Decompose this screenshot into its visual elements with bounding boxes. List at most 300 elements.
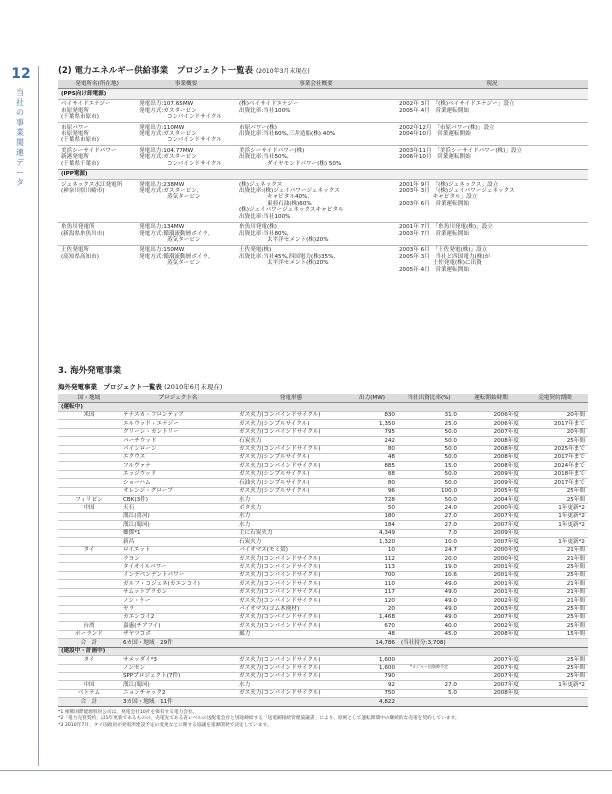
project-name: インデペンデントパワー bbox=[120, 571, 236, 579]
output-mw: 48 bbox=[346, 630, 398, 638]
output-mw: 1,600 bbox=[346, 656, 398, 664]
table-row bbox=[58, 420, 588, 428]
table-row bbox=[58, 563, 588, 571]
total-count: 6カ国・地域 29件 bbox=[120, 639, 346, 647]
start-year: 2001年度 bbox=[460, 571, 522, 579]
equity-pct: 5.0 bbox=[398, 689, 460, 697]
generation-type: 主に石炭火力 bbox=[236, 529, 346, 537]
output-mw: 10 bbox=[346, 546, 398, 554]
table-row bbox=[58, 245, 588, 274]
equity-pct: 45.0 bbox=[398, 630, 460, 638]
power-project-table bbox=[58, 80, 588, 275]
contract-term: 20年間 bbox=[522, 428, 588, 436]
project-name: 新昌 bbox=[120, 538, 236, 546]
country-cell: 中国 bbox=[58, 681, 120, 689]
project-name: 郷鄧*1 bbox=[120, 529, 236, 537]
start-year: 2000年度 bbox=[460, 555, 522, 563]
start-year: 2005年度 bbox=[460, 487, 522, 495]
generation-type: 石炭火力 bbox=[236, 538, 346, 546]
footnote: *3 2010年7月、タイ国政府が発電所建設予定の変更などに関する協議を電源開発で決定しています。 bbox=[58, 723, 272, 729]
overseas-date-note: (2010年6月末現在) bbox=[164, 383, 223, 391]
contract-term bbox=[522, 529, 588, 537]
overseas-project-table bbox=[58, 394, 588, 707]
group-label: (運転中) bbox=[58, 403, 588, 411]
start-year: 2001年度 bbox=[460, 580, 522, 588]
start-year: 2002年度 bbox=[460, 622, 522, 630]
project-name: CBK(3件) bbox=[120, 496, 236, 504]
contract-term: 25年間 bbox=[522, 664, 588, 672]
country-cell bbox=[58, 588, 120, 596]
output-mw: 1,600 bbox=[346, 664, 398, 672]
start-year: 2009年度 bbox=[460, 529, 522, 537]
footnote: *1 相鄧国際能源股份公司は、発電会社10社を保有する電力会社。 bbox=[58, 709, 198, 715]
table-row bbox=[58, 462, 588, 470]
project-name: ノンセン bbox=[120, 664, 236, 672]
contract-term: 25年間 bbox=[522, 496, 588, 504]
equity-pct: 31.0 bbox=[398, 411, 460, 419]
footnotes bbox=[58, 710, 588, 730]
country-cell bbox=[58, 453, 120, 461]
country-cell: 中国 bbox=[58, 504, 120, 512]
table-row bbox=[58, 437, 588, 445]
contract-term bbox=[522, 689, 588, 697]
start-year: 2007年度 bbox=[460, 428, 522, 436]
start-year: 2007年度 bbox=[460, 512, 522, 520]
table-row bbox=[58, 672, 588, 680]
project-status: 2002年 3月 「(株)ベイサイドエナジー」設立 2005年 4月 営業運転開始 bbox=[396, 99, 588, 122]
header-company: 事業会社概要 bbox=[236, 80, 396, 89]
contract-term: 25年間 bbox=[522, 672, 588, 680]
output-mw: 830 bbox=[346, 411, 398, 419]
equity-pct: 50.0 bbox=[398, 479, 460, 487]
table-row bbox=[58, 146, 588, 169]
project-name: バーチウッド bbox=[120, 437, 236, 445]
project-name: パインローン bbox=[120, 445, 236, 453]
country-cell bbox=[58, 428, 120, 436]
equity-pct: 19.0 bbox=[398, 563, 460, 571]
equity-pct: 27.0 bbox=[398, 521, 460, 529]
output-mw: 4,349 bbox=[346, 529, 398, 537]
section-side-title: 当社の事業関連データ bbox=[16, 88, 24, 187]
table-row bbox=[58, 605, 588, 613]
equity-pct: 27.0 bbox=[398, 512, 460, 520]
table-row bbox=[58, 571, 588, 579]
project-name: エルウッド・エナジー bbox=[120, 420, 236, 428]
table-row bbox=[58, 479, 588, 487]
output-mw: 120 bbox=[346, 597, 398, 605]
company-summary: 市原パワー(株) 出資比率:当社60%,三井造船(株) 40% bbox=[236, 123, 396, 146]
project-status: 2001年 9月 「(株)ジェネックス」設立 2003年 3月 「(株)ジェイパワージェネックス キャピタル」設立 2003年 6月 営業運転開始 bbox=[396, 180, 588, 223]
table-row bbox=[58, 630, 588, 638]
project-summary: 発電出力:110MW 発電方式:ガスタービン コンバインドサイクル bbox=[136, 123, 236, 146]
country-cell: 米国 bbox=[58, 411, 120, 419]
equity-pct: 50.0 bbox=[398, 445, 460, 453]
country-cell: タイ bbox=[58, 546, 120, 554]
country-cell bbox=[58, 555, 120, 563]
overseas-subtitle-text: 海外発電事業 プロジェクト一覧表 bbox=[58, 383, 162, 391]
equity-pct: 15.0 bbox=[398, 462, 460, 470]
start-year: 2001年度 bbox=[460, 563, 522, 571]
company-summary: (株)ベイサイドエナジー 出資比率:当社100% bbox=[236, 99, 396, 122]
output-mw: 728 bbox=[346, 496, 398, 504]
overseas-project-body bbox=[58, 403, 588, 706]
project-summary: 発電出力:104.77MW 発電方式:ガスタービン コンバインドサイクル bbox=[136, 146, 236, 169]
generation-type: ガス火力(コンバインドサイクル) bbox=[236, 580, 346, 588]
company-summary: 土佐発電(株) 出資比率:当社45%,四国電力(株)35%, 太平洋セメント(株)20% bbox=[236, 245, 396, 274]
equity-pct: 49.0 bbox=[398, 580, 460, 588]
contract-term: 25年間 bbox=[522, 487, 588, 495]
equity-pct bbox=[398, 672, 460, 680]
table-row bbox=[58, 588, 588, 596]
project-status: 2001年 7月 「糸魚川発電(株)」設立 2003年 7月 営業運転開始 bbox=[396, 222, 588, 245]
start-year: 2006年度 bbox=[460, 420, 522, 428]
equity-pct: 50.0 bbox=[398, 437, 460, 445]
generation-type: ガス火力(コンバインドサイクル) bbox=[236, 664, 346, 672]
project-status: 2002年12月 「市原パワー(株)」設立 2004年10月 営業運転開始 bbox=[396, 123, 588, 146]
country-cell: ベトナム bbox=[58, 689, 120, 697]
country-cell bbox=[58, 462, 120, 470]
contract-term: 1年更新*2 bbox=[522, 681, 588, 689]
equity-pct: 24.7 bbox=[398, 546, 460, 554]
table-row bbox=[58, 470, 588, 478]
section-title-text: (2) 電力エネルギー供給事業 プロジェクト一覧表 bbox=[58, 66, 253, 76]
group-row bbox=[58, 89, 588, 99]
country-cell bbox=[58, 512, 120, 520]
section-date-note: (2010年3月末現在) bbox=[255, 68, 310, 75]
plant-name: 土佐発電所 (高知県高知市) bbox=[58, 245, 136, 274]
contract-term: 20年間 bbox=[522, 411, 588, 419]
country-cell bbox=[58, 487, 120, 495]
table-row bbox=[58, 411, 588, 419]
side-divider bbox=[38, 66, 39, 766]
table-row bbox=[58, 597, 588, 605]
project-name: サメッダイ*3 bbox=[120, 656, 236, 664]
generation-type: 水力 bbox=[236, 512, 346, 520]
company-summary: 糸魚川発電(株) 出資比率:当社80%, 太平洋セメント(株)20% bbox=[236, 222, 396, 245]
country-cell bbox=[58, 529, 120, 537]
project-summary: 発電出力:134MW 発電方式:循環流動層ボイラ, 蒸気タービン bbox=[136, 222, 236, 245]
table-row bbox=[58, 622, 588, 630]
contract-term: 2017年まで bbox=[522, 479, 588, 487]
contract-term: 2025年まで bbox=[522, 445, 588, 453]
generation-type: ガス火力(コンバインドサイクル) bbox=[236, 672, 346, 680]
output-mw: 113 bbox=[346, 563, 398, 571]
output-mw: 790 bbox=[346, 672, 398, 680]
company-summary: (株)ジェネックス 出資比率:(株)ジェイパワージェネックス キャピタル40%, 東亜石油(株)60% (株)ジェイパワージェネックスキャピタル 出資比率:当社100% bbox=[236, 180, 396, 223]
header-plant: 発電所名(所在地) bbox=[58, 80, 136, 89]
table-header-row bbox=[58, 394, 588, 403]
start-year: 2007年度 bbox=[460, 656, 522, 664]
country-cell bbox=[58, 580, 120, 588]
project-name: テナスカ・フロンティア bbox=[120, 411, 236, 419]
table-row bbox=[58, 521, 588, 529]
group-label: (IPP電源) bbox=[58, 169, 588, 179]
project-name: 嘉惠(チアフイ) bbox=[120, 622, 236, 630]
generation-type: ガス火力(コンバインドサイクル) bbox=[236, 428, 346, 436]
output-mw: 750 bbox=[346, 689, 398, 697]
plant-name: 美浜シーサイドパワー 新港発電所 (千葉県千葉市) bbox=[58, 146, 136, 169]
contract-term: 1年更新*2 bbox=[522, 538, 588, 546]
generation-type: ガス火力(コンバインドサイクル) bbox=[236, 613, 346, 621]
generation-type: ガス火力(コンバインドサイクル) bbox=[236, 411, 346, 419]
country-cell bbox=[58, 563, 120, 571]
equity-pct: 24.0 bbox=[398, 504, 460, 512]
project-name: エッジウッド bbox=[120, 470, 236, 478]
start-year: 2008年度 bbox=[460, 453, 522, 461]
start-year: 2007年度 bbox=[460, 664, 522, 672]
country-cell bbox=[58, 538, 120, 546]
start-year: 2009年度 bbox=[460, 470, 522, 478]
project-name: フルヴァナ bbox=[120, 462, 236, 470]
output-mw: 184 bbox=[346, 521, 398, 529]
table-row bbox=[58, 664, 588, 672]
equity-pct: 50.0 bbox=[398, 453, 460, 461]
table-row bbox=[58, 428, 588, 436]
equity-pct: 27.0 bbox=[398, 681, 460, 689]
table-row bbox=[58, 123, 588, 146]
equity-pct: 49.0 bbox=[398, 597, 460, 605]
bottom-divider bbox=[0, 770, 612, 771]
country-cell bbox=[58, 445, 120, 453]
table-row bbox=[58, 180, 588, 223]
equity-pct: 50.0 bbox=[398, 496, 460, 504]
project-name: ガルフ・コジェネ(カエンコイ) bbox=[120, 580, 236, 588]
generation-type: ボタ火力 bbox=[236, 504, 346, 512]
project-summary: 発電出力:238MW 発電方式:ガスタービン, 蒸気タービン bbox=[136, 180, 236, 223]
project-name: カエンコイ2 bbox=[120, 613, 236, 621]
generation-type: バイオマス(モミ殻) bbox=[236, 546, 346, 554]
generation-type: ガス火力(コンバインドサイクル) bbox=[236, 563, 346, 571]
total-row bbox=[58, 698, 588, 706]
group-label: (PPS向け卸電源) bbox=[58, 89, 588, 99]
country-cell bbox=[58, 672, 120, 680]
country-cell bbox=[58, 597, 120, 605]
table-row bbox=[58, 453, 588, 461]
generation-type: ガス火力(コンバインドサイクル) bbox=[236, 555, 346, 563]
table-row bbox=[58, 512, 588, 520]
power-project-body bbox=[58, 89, 588, 275]
header-country: 国・地域 bbox=[58, 394, 120, 403]
contract-term: 25年間 bbox=[522, 563, 588, 571]
contract-term: 1年更新*2 bbox=[522, 512, 588, 520]
equity-pct: 49.0 bbox=[398, 605, 460, 613]
header-status: 現況 bbox=[396, 80, 588, 89]
project-name: タイオイルパワー bbox=[120, 563, 236, 571]
generation-type: 水力 bbox=[236, 521, 346, 529]
output-mw: 117 bbox=[346, 588, 398, 596]
start-year: 2007年度 bbox=[460, 681, 522, 689]
start-year: 2008年度 bbox=[460, 445, 522, 453]
equity-pct: 10.6 bbox=[398, 571, 460, 579]
total-label: 合 計 bbox=[58, 698, 120, 706]
project-name: ノン・ケー bbox=[120, 597, 236, 605]
country-cell: ポーランド bbox=[58, 630, 120, 638]
header-equity: 当社出資比率(%) bbox=[398, 394, 460, 403]
overseas-subtitle bbox=[58, 382, 588, 391]
contract-term: 21年間 bbox=[522, 597, 588, 605]
generation-type: ガス火力(シンプルサイクル) bbox=[236, 470, 346, 478]
table-row bbox=[58, 529, 588, 537]
contract-term: 21年間 bbox=[522, 588, 588, 596]
generation-type: ガス火力(コンバインドサイクル) bbox=[236, 656, 346, 664]
output-mw: 112 bbox=[346, 555, 398, 563]
generation-type: 石油火力(シンプルサイクル) bbox=[236, 479, 346, 487]
output-mw: 885 bbox=[346, 462, 398, 470]
country-cell: フィリピン bbox=[58, 496, 120, 504]
total-mw: 14,786 bbox=[346, 639, 398, 647]
power-supply-section bbox=[58, 64, 588, 275]
header-project: プロジェクト名 bbox=[120, 394, 236, 403]
table-row bbox=[58, 681, 588, 689]
project-name: オレンジ・グローブ bbox=[120, 487, 236, 495]
equity-pct: *メジャー出資時予定 bbox=[398, 664, 460, 672]
generation-type: ガス火力(シンプルサイクル) bbox=[236, 453, 346, 461]
table-row bbox=[58, 222, 588, 245]
start-year: 2008年度 bbox=[460, 630, 522, 638]
contract-term: 2017年まで bbox=[522, 420, 588, 428]
generation-type: ガス火力(コンバインドサイクル) bbox=[236, 588, 346, 596]
contract-term: 25年間 bbox=[522, 605, 588, 613]
output-mw: 242 bbox=[346, 437, 398, 445]
page-number: 12 bbox=[11, 66, 31, 82]
start-year: 2007年度 bbox=[460, 613, 522, 621]
output-mw: 80 bbox=[346, 445, 398, 453]
table-header-row bbox=[58, 80, 588, 89]
output-mw: 1,320 bbox=[346, 538, 398, 546]
generation-type: ガス火力(コンバインドサイクル) bbox=[236, 689, 346, 697]
table-row bbox=[58, 99, 588, 122]
plant-name: 糸魚川発電所 (新潟県糸魚川市) bbox=[58, 222, 136, 245]
output-mw: 1,350 bbox=[346, 420, 398, 428]
start-year: 2000年度 bbox=[460, 504, 522, 512]
contract-term: 25年間 bbox=[522, 622, 588, 630]
start-year: 2002年度 bbox=[460, 597, 522, 605]
output-mw: 1,468 bbox=[346, 613, 398, 621]
project-name: ヤラ bbox=[120, 605, 236, 613]
start-year: 2008年度 bbox=[460, 462, 522, 470]
table-row bbox=[58, 538, 588, 546]
project-name: ザヤツコボ bbox=[120, 630, 236, 638]
contract-term: 1年更新*2 bbox=[522, 504, 588, 512]
start-year: 2008年度 bbox=[460, 437, 522, 445]
total-label: 合 計 bbox=[58, 639, 120, 647]
start-year: 2004年度 bbox=[460, 496, 522, 504]
generation-type: 石炭火力 bbox=[236, 437, 346, 445]
contract-term: 25年間 bbox=[522, 437, 588, 445]
output-mw: 92 bbox=[346, 681, 398, 689]
table-row bbox=[58, 504, 588, 512]
table-row bbox=[58, 555, 588, 563]
equity-pct: 10.0 bbox=[398, 538, 460, 546]
company-summary: 美浜シーサイドパワー(株) 出資比率:当社50%, ダイヤモンドパワー(株) 50% bbox=[236, 146, 396, 169]
equity-pct: 100.0 bbox=[398, 487, 460, 495]
plant-name: 市原パワー 市原発電所 (千葉県市原市) bbox=[58, 123, 136, 146]
country-cell bbox=[58, 571, 120, 579]
equity-pct: 49.0 bbox=[398, 613, 460, 621]
output-mw: 96 bbox=[346, 487, 398, 495]
generation-type: 水力 bbox=[236, 681, 346, 689]
generation-type: ガス火力(コンバインドサイクル) bbox=[236, 462, 346, 470]
contract-term: 21年間 bbox=[522, 580, 588, 588]
plant-name: ジェネックス水江発電所 (神奈川県川崎市) bbox=[58, 180, 136, 223]
start-year: 2007年度 bbox=[460, 538, 522, 546]
contract-term: 2024年まで bbox=[522, 462, 588, 470]
country-cell: タイ bbox=[58, 656, 120, 664]
project-name: サムットプラカン bbox=[120, 588, 236, 596]
project-name: エクウス bbox=[120, 453, 236, 461]
header-output: 出力(MW) bbox=[346, 394, 398, 403]
start-year: 2009年度 bbox=[460, 479, 522, 487]
section-title-overseas: 3. 海外発電事業 bbox=[58, 366, 122, 376]
generation-type: ガス火力(シンプルサイクル) bbox=[236, 420, 346, 428]
start-year: 2001年度 bbox=[460, 588, 522, 596]
country-cell bbox=[58, 470, 120, 478]
start-year: 2006年度 bbox=[460, 411, 522, 419]
table-row bbox=[58, 613, 588, 621]
country-cell bbox=[58, 420, 120, 428]
project-name: 漢江(蜀河) bbox=[120, 521, 236, 529]
header-summary: 事業概要 bbox=[136, 80, 236, 89]
table-row bbox=[58, 580, 588, 588]
generation-type: 水力 bbox=[236, 496, 346, 504]
total-count: 3カ国・地域 11件 bbox=[120, 698, 346, 706]
project-name: 漢江(喜河) bbox=[120, 512, 236, 520]
group-label: (建設中・計画中) bbox=[58, 647, 588, 655]
output-mw: 88 bbox=[346, 470, 398, 478]
equity-pct: 40.0 bbox=[398, 622, 460, 630]
table-row bbox=[58, 546, 588, 554]
start-year: 2008年度 bbox=[460, 689, 522, 697]
country-cell bbox=[58, 479, 120, 487]
generation-type: バイオマス(ゴム木廃材) bbox=[236, 605, 346, 613]
table-row bbox=[58, 445, 588, 453]
overseas-section bbox=[58, 364, 588, 730]
table-row bbox=[58, 656, 588, 664]
generation-type: ガス火力(コンバインドサイクル) bbox=[236, 622, 346, 630]
output-mw: 180 bbox=[346, 512, 398, 520]
output-mw: 48 bbox=[346, 453, 398, 461]
equity-pct: 50.0 bbox=[398, 470, 460, 478]
start-year: 2007年度 bbox=[460, 672, 522, 680]
equity-pct: 20.0 bbox=[398, 555, 460, 563]
project-name: ニョンチャック2 bbox=[120, 689, 236, 697]
table-row bbox=[58, 689, 588, 697]
project-status: 2003年11月 「美浜シーサイドパワー(株)」設立 2006年10月 営業運転開始 bbox=[396, 146, 588, 169]
contract-term: 25年間 bbox=[522, 656, 588, 664]
contract-term: 21年間 bbox=[522, 546, 588, 554]
output-mw: 110 bbox=[346, 580, 398, 588]
sidebar bbox=[0, 0, 44, 794]
contract-term: 25年間 bbox=[522, 613, 588, 621]
project-summary: 発電出力:150MW 発電方式:循環流動層ボイラ, 蒸気タービン bbox=[136, 245, 236, 274]
equity-pct: 50.0 bbox=[398, 428, 460, 436]
country-cell bbox=[58, 605, 120, 613]
start-year: 2003年度 bbox=[460, 605, 522, 613]
contract-term: 2017年まで bbox=[522, 453, 588, 461]
output-mw: 50 bbox=[346, 504, 398, 512]
generation-type: ガス火力(シンプルサイクル) bbox=[236, 487, 346, 495]
country-cell bbox=[58, 664, 120, 672]
country-cell bbox=[58, 437, 120, 445]
project-name: 漢江(蜀河) bbox=[120, 681, 236, 689]
equity-pct: 49.0 bbox=[398, 588, 460, 596]
project-summary: 発電出力:107.65MW 発電方式:ガスタービン コンバインドサイクル bbox=[136, 99, 236, 122]
plant-name: ベイサイドエナジー 市原発電所 (千葉県市原市) bbox=[58, 99, 136, 122]
country-cell: 台湾 bbox=[58, 622, 120, 630]
group-row bbox=[58, 169, 588, 179]
footnote: *2「電力売買契約」は1年更新であるものの、売電先である省レベルの送配電会社と別途締結する「送電網接続管理協議書」により、原則として運転期間中の継続的な売電を契約しています。 bbox=[58, 716, 460, 722]
project-name: ラヨン bbox=[120, 555, 236, 563]
